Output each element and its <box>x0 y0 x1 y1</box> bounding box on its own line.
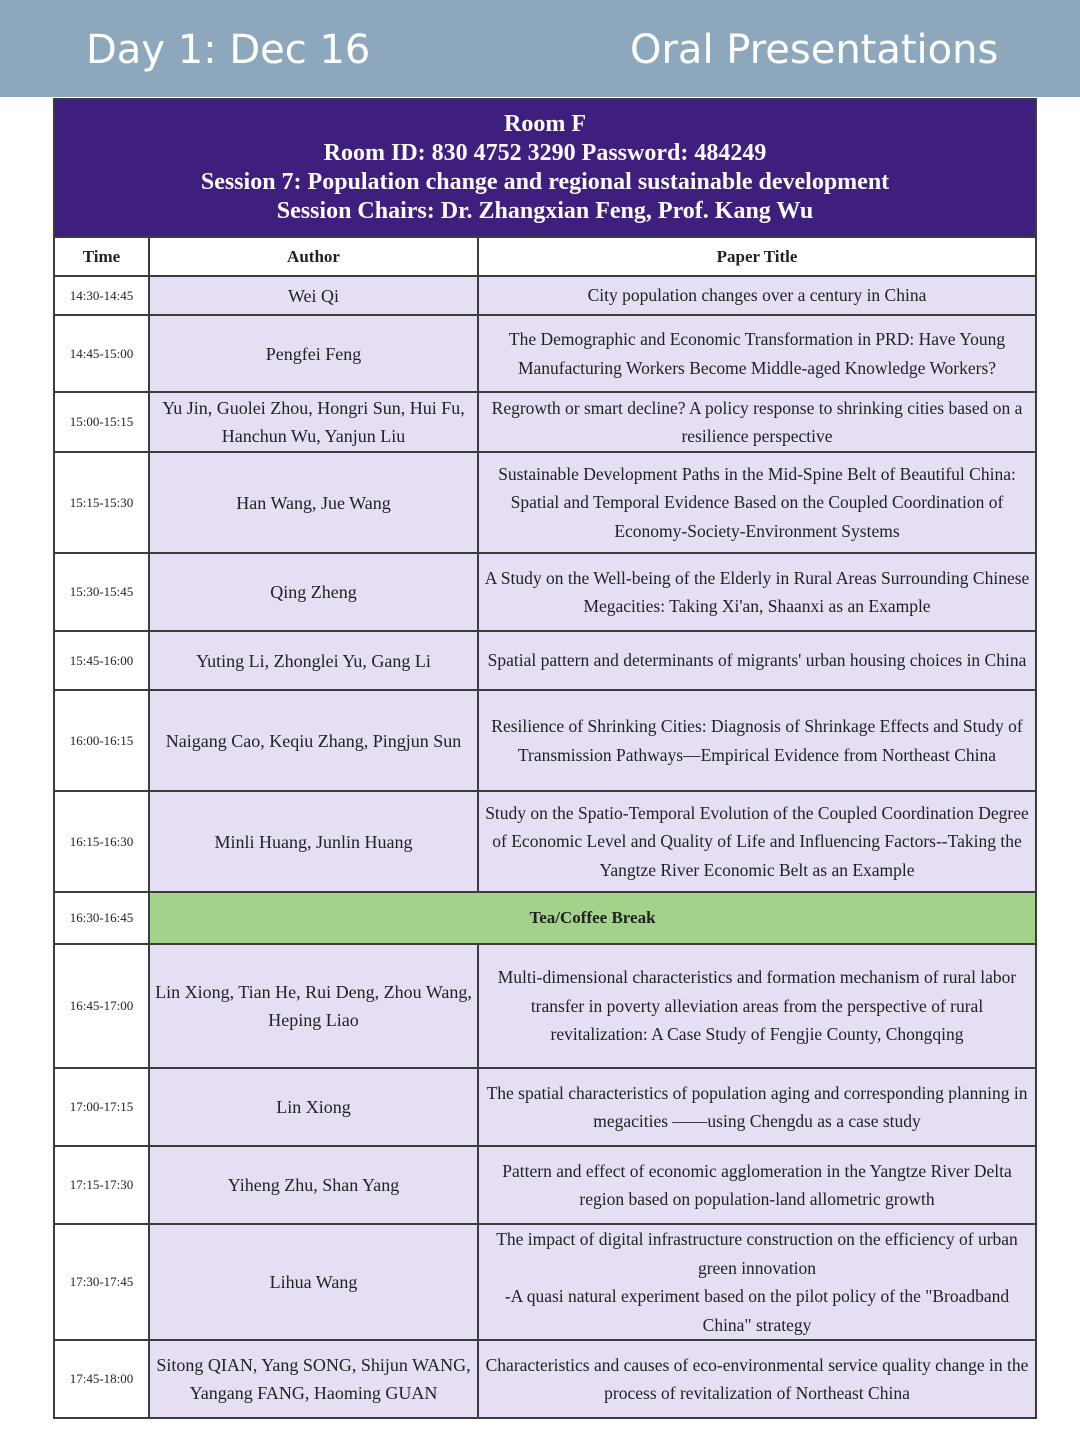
paper-title-cell: A Study on the Well-being of the Elderly in Rural Areas Surrounding Chinese Megacities: Taking Xi'an, Shaanxi as an Example <box>478 553 1036 631</box>
author-column-header: Author <box>149 237 478 276</box>
paper-title-subtitle: -A quasi natural experiment based on the pilot policy of the "Broadband China" strategy <box>504 1286 1010 1335</box>
room-name: Room F <box>504 111 586 137</box>
table-row <box>54 791 1036 892</box>
paper-title-cell: Multi-dimensional characteristics and formation mechanism of rural labor transfer in poverty alleviation areas from the perspective of rural revitalization: A Case Study of Fengjie County, Chongqing <box>478 944 1036 1068</box>
table-row <box>54 1146 1036 1224</box>
column-header-row <box>54 237 1036 276</box>
paper-title-main: The impact of digital infrastructure construction on the efficiency of urban green innovation <box>496 1229 1018 1278</box>
schedule-table <box>53 98 1037 1419</box>
paper-title-cell: The Demographic and Economic Transformation in PRD: Have Young Manufacturing Workers Become Middle-aged Knowledge Workers? <box>478 315 1036 392</box>
author-cell: Pengfei Feng <box>149 315 478 392</box>
paper-title-cell <box>478 1224 1036 1340</box>
room-id: Room ID: 830 4752 3290 Password: 484249 <box>323 140 767 166</box>
time-cell: 16:45-17:00 <box>54 944 149 1068</box>
time-cell: 17:45-18:00 <box>54 1340 149 1418</box>
time-cell: 17:30-17:45 <box>54 1224 149 1340</box>
author-cell: Minli Huang, Junlin Huang <box>149 791 478 892</box>
author-cell: Lin Xiong <box>149 1068 478 1146</box>
session-title: Session 7: Population change and regional sustainable development <box>200 169 890 195</box>
table-row <box>54 1340 1036 1418</box>
table-row <box>54 392 1036 452</box>
author-cell: Qing Zheng <box>149 553 478 631</box>
author-cell: Naigang Cao, Keqiu Zhang, Pingjun Sun <box>149 690 478 791</box>
table-row <box>54 315 1036 392</box>
time-cell: 14:30-14:45 <box>54 276 149 315</box>
session-header <box>54 99 1036 237</box>
day-label: Day 1: Dec 16 <box>86 27 371 73</box>
paper-title-cell: Pattern and effect of economic agglomeration in the Yangtze River Delta region based on population-land allometric growth <box>478 1146 1036 1224</box>
title-column-header: Paper Title <box>478 237 1036 276</box>
paper-title-cell: The spatial characteristics of population aging and corresponding planning in megacities ——using Chengdu as a case study <box>478 1068 1036 1146</box>
time-column-header: Time <box>54 237 149 276</box>
author-cell: Yiheng Zhu, Shan Yang <box>149 1146 478 1224</box>
time-cell: 17:15-17:30 <box>54 1146 149 1224</box>
time-cell: 16:30-16:45 <box>54 892 149 944</box>
author-cell: Wei Qi <box>149 276 478 315</box>
top-banner <box>0 0 1080 97</box>
table-row <box>54 452 1036 553</box>
table-row <box>54 276 1036 315</box>
table-row <box>54 944 1036 1068</box>
time-cell: 16:15-16:30 <box>54 791 149 892</box>
presentation-type-label: Oral Presentations <box>630 27 999 73</box>
paper-title-cell: Characteristics and causes of eco-environmental service quality change in the process of revitalization of Northeast China <box>478 1340 1036 1418</box>
time-cell: 15:00-15:15 <box>54 392 149 452</box>
paper-title-cell: Resilience of Shrinking Cities: Diagnosis of Shrinkage Effects and Study of Transmission Pathways—Empirical Evidence from Northeast China <box>478 690 1036 791</box>
author-cell: Yuting Li, Zhonglei Yu, Gang Li <box>149 631 478 690</box>
break-label: Tea/Coffee Break <box>149 892 1036 944</box>
table-row <box>54 553 1036 631</box>
table-row <box>54 1068 1036 1146</box>
author-cell: Yu Jin, Guolei Zhou, Hongri Sun, Hui Fu, Hanchun Wu, Yanjun Liu <box>149 392 478 452</box>
author-cell: Lihua Wang <box>149 1224 478 1340</box>
author-cell: Lin Xiong, Tian He, Rui Deng, Zhou Wang, Heping Liao <box>149 944 478 1068</box>
time-cell: 15:30-15:45 <box>54 553 149 631</box>
author-cell: Han Wang, Jue Wang <box>149 452 478 553</box>
paper-title-cell: City population changes over a century in China <box>478 276 1036 315</box>
time-cell: 17:00-17:15 <box>54 1068 149 1146</box>
break-row <box>54 892 1036 944</box>
table-row <box>54 631 1036 690</box>
table-row <box>54 1224 1036 1340</box>
paper-title-cell: Sustainable Development Paths in the Mid-Spine Belt of Beautiful China: Spatial and Temporal Evidence Based on the Coupled Coordination of Economy-Society-Environment Systems <box>478 452 1036 553</box>
time-cell: 15:45-16:00 <box>54 631 149 690</box>
paper-title-cell: Regrowth or smart decline? A policy response to shrinking cities based on a resilience perspective <box>478 392 1036 452</box>
table-row <box>54 690 1036 791</box>
session-chairs: Session Chairs: Dr. Zhangxian Feng, Prof. Kang Wu <box>276 198 814 224</box>
author-cell: Sitong QIAN, Yang SONG, Shijun WANG, Yangang FANG, Haoming GUAN <box>149 1340 478 1418</box>
time-cell: 14:45-15:00 <box>54 315 149 392</box>
paper-title-cell: Spatial pattern and determinants of migrants' urban housing choices in China <box>478 631 1036 690</box>
time-cell: 15:15-15:30 <box>54 452 149 553</box>
time-cell: 16:00-16:15 <box>54 690 149 791</box>
paper-title-cell: Study on the Spatio-Temporal Evolution of the Coupled Coordination Degree of Economic Level and Quality of Life and Influencing Factors--Taking the Yangtze River Economic Belt as an Example <box>478 791 1036 892</box>
